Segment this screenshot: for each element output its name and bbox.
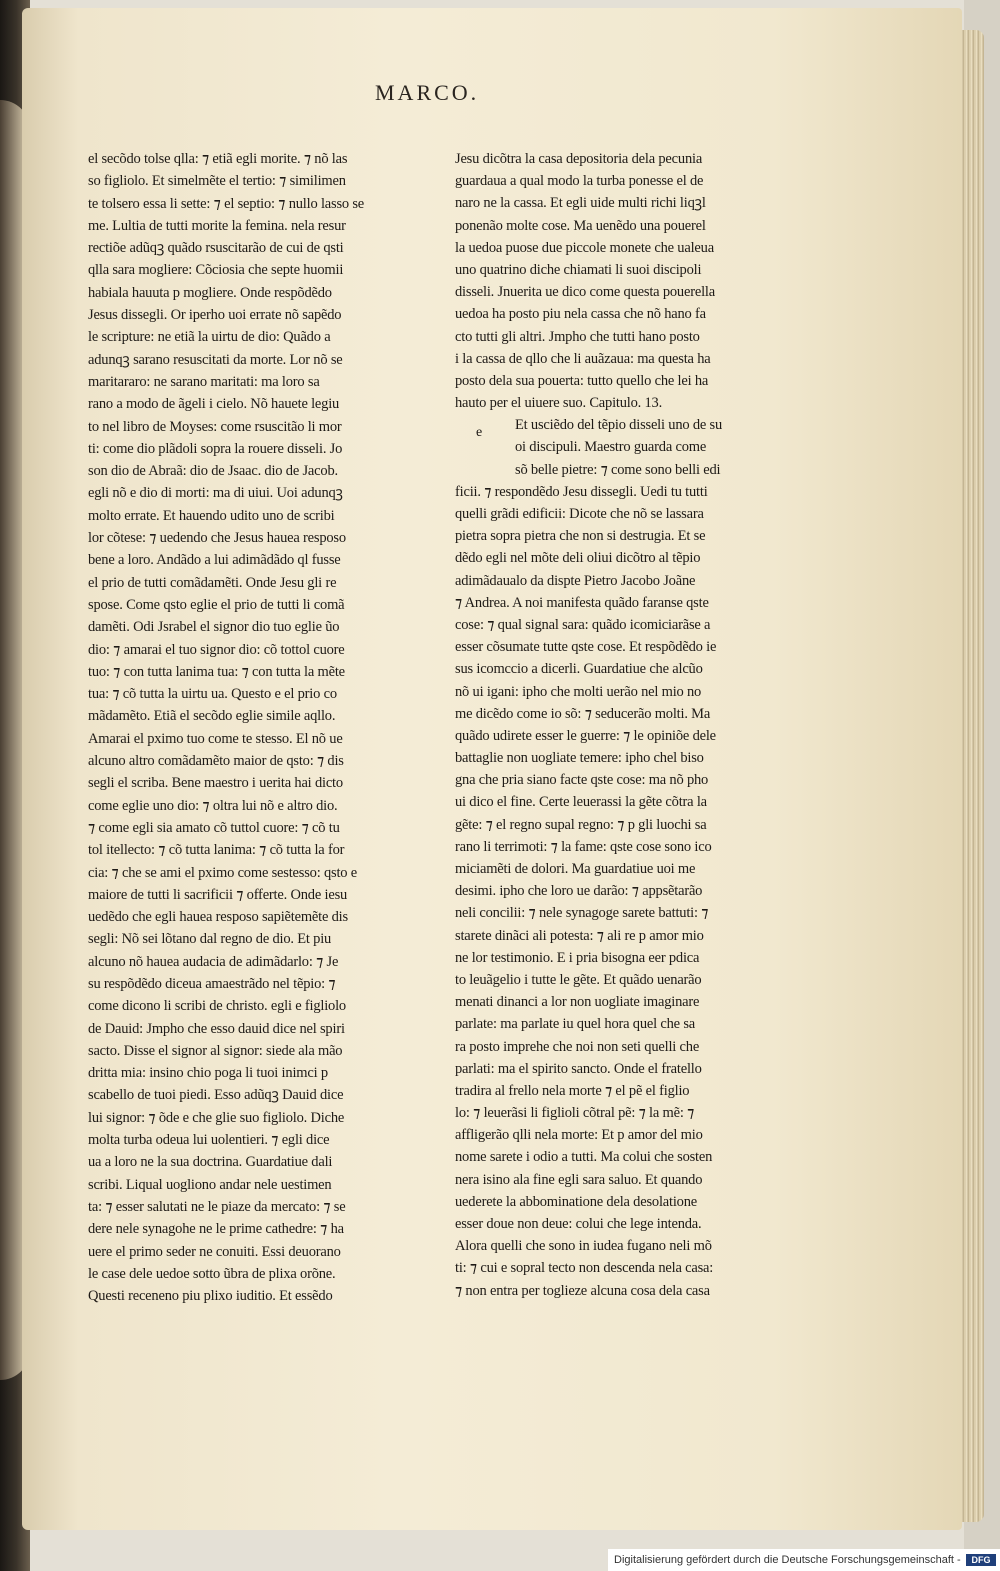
text-line: to nel libro de Moyses: come rsuscitão li mor (88, 418, 342, 435)
text-line: segli: Nõ sei lõtano dal regno de dio. Et piu (88, 931, 332, 948)
text-line: Amarai el pximo tuo come te stesso. El nõ ue (88, 730, 343, 747)
text-line: tua: ⁊ cõ tutta la uirtu ua. Questo e el prio co (88, 686, 337, 703)
text-line: nome sarete i odio a tutti. Ma colui che sosten (455, 1149, 713, 1166)
text-line: esser cõsumate tutte qste cose. Et respõdẽdo ie (455, 639, 717, 656)
text-line: el secõdo tolse qlla: ⁊ etiã egli morite. ⁊ nõ las (88, 151, 348, 167)
text-line: scribi. Liqual uogliono andar nele uestimen (88, 1176, 332, 1193)
text-line: Questi receneno piu plixo iuditio. Et essẽdo (88, 1288, 333, 1305)
text-line: rectiõe adũqꝫ quãdo rsuscitarão de cui de qsti (88, 240, 344, 257)
text-line: ponenão molte cose. Ma uenẽdo una pouerel (455, 217, 706, 234)
text-line: quelli grãdi edificii: Dicote che nõ se lassara (455, 506, 704, 522)
text-line: cose: ⁊ qual signal sara: quãdo icomiciarãse a (455, 616, 711, 633)
text-line: habiala hauuta p mogliere. Onde respõdẽdo (88, 284, 332, 301)
text-line: de Dauid: Jmpho che esso dauid dice nel spiri (88, 1020, 345, 1037)
text-line: miciamẽti de dolori. Ma guardatiue uoi me (455, 861, 696, 877)
text-line: le case dele uedoe sotto ũbra de plixa orõne. (88, 1265, 336, 1282)
text-line: sus icomccio a dicerli. Guardatiue che alcũo (455, 661, 703, 678)
text-line: gẽte: ⁊ el regno supal regno: ⁊ p gli luochi sa (455, 816, 707, 833)
text-line: oi discipuli. Maestro guarda come (515, 439, 707, 456)
text-line: la uedoa puose due piccole monete che ualeua (455, 239, 714, 256)
text-line: to leuãgelio i tutte le gẽte. Et quãdo uenarão (455, 971, 702, 988)
text-line: ua a loro ne la sua doctrina. Guardatiue dali (88, 1154, 333, 1171)
text-line: gna che pria siano facte qste cose: ma nõ pho (455, 772, 709, 789)
text-line: ui dico el fine. Certe leuerassi la gẽte cõtra la (455, 794, 707, 811)
text-line: dere nele synagohe ne le prime cathedre: ⁊ ha (88, 1221, 344, 1238)
text-line: adimãdaualo da dispte Pietro Jacobo Joãne (455, 572, 696, 589)
text-line: nõ ui igani: ipho che molti uerão nel mio no (455, 683, 702, 700)
text-line: lor cõtese: ⁊ uedendo che Jesus haueа resposo (88, 530, 346, 547)
text-line: dio: ⁊ amarai el tuo signor dio: cõ tottol cuore (88, 641, 345, 658)
text-line: ⁊ non entra per toglieze alcuna cosa dela casa (455, 1282, 710, 1299)
text-line: lui signor: ⁊ õde e che glie suo figliolo. Diche (88, 1109, 345, 1126)
text-line: adunqꝫ sarano resuscitati da morte. Lor nõ se (88, 351, 343, 368)
text-line: Jesus dissegli. Or iperho uoi errate nõ sapẽdo (88, 307, 342, 324)
text-line: cia: ⁊ che se ami el pximo come sestesso: qsto e (88, 864, 358, 881)
text-line: molta turba odeua lui uolentieri. ⁊ egli dice (88, 1132, 330, 1149)
text-line: su respõdẽdo diceua amaestrãdo nel tẽpio: ⁊ (88, 975, 336, 992)
text-line: ficii. ⁊ respondẽdo Jesu dissegli. Uedi tu tutti (455, 483, 708, 500)
text-line: rano a modo de ãgeli i cielo. Nõ hauete legiu (88, 396, 340, 413)
text-line: pietra sopra pietra che non si destrugia. Et se (455, 528, 706, 545)
text-line: hauto per el uiuere suo. Capitulo. 13. (455, 395, 663, 412)
text-line: sõ belle pietre: ⁊ come sono belli edi (515, 461, 721, 478)
text-line: me dicẽdo come io sõ: ⁊ seducerão molti. Ma (455, 705, 711, 722)
text-line: parlati: ma el spirito sancto. Onde el fratello (455, 1060, 702, 1077)
text-line: spose. Come qsto eglie el prio de tutti li comã (88, 596, 345, 613)
text-line: so figliolo. Et simelmẽte el tertio: ⁊ similimen (88, 173, 346, 190)
text-line: uederete la abbominatione dela desolatione (455, 1193, 698, 1210)
text-line: alcuno nõ haueа audacia de adimãdarlo: ⁊ Je (88, 953, 339, 970)
text-line: battaglie non uogliate temere: ipho chel biso (455, 750, 704, 767)
text-line: alcuno altro comãdamẽto maior de qsto: ⁊ dis (88, 753, 344, 770)
text-line: starete dinãci ali potesta: ⁊ ali re p amor mio (455, 927, 704, 944)
text-line: menati dinanci a lor non uogliate imaginare (455, 994, 700, 1011)
text-line: desimi. ipho che loro ue darão: ⁊ appsẽtarão (455, 883, 703, 900)
text-line: egli nõ e dio di morti: ma di uiui. Uoi adunqꝫ (88, 485, 343, 502)
text-line: nera isino ala fine egli sara saluo. Et quando (455, 1171, 703, 1188)
text-line: Jesu dicõtra la casa depositoria dela pecunia (455, 151, 703, 167)
text-line: qlla sara mogliere: Cõciosia che septe huomii (88, 262, 344, 279)
text-line: come eglie uno dio: ⁊ oltra lui nõ e altro dio. (88, 797, 338, 814)
text-line: disseli. Jnuerita ue dico come questa pouerella (455, 284, 715, 301)
text-line: uedẽdo che egli haueа resposo sapiẽtemẽte dis (88, 909, 348, 926)
text-line: tuo: ⁊ con tutta lanima tua: ⁊ con tutta la mẽte (88, 663, 345, 680)
text-line: le scripture: ne etiã la uirtu de dio: Quãdo a (88, 329, 331, 346)
text-line: guardaua a qual modo la turba ponesse el de (455, 173, 704, 190)
text-line: maritararo: ne sarano maritati: ma loro sa (88, 373, 320, 390)
text-line: ti: come dio plãdoli sopra la rouere disseli. Jo (88, 440, 343, 457)
margin-letter: e (476, 425, 483, 440)
text-line: ne lor testimonio. E i pria bisogna eer pdica (455, 949, 700, 966)
text-line: sacto. Disse el signor al signor: siede ala mão (88, 1042, 343, 1059)
text-line: affligerão qlli nela morte: Et p amor del mio (455, 1127, 703, 1144)
text-line: son dio de Abraã: dio de Jsaac. dio de Jacob. (88, 463, 338, 480)
text-line: uere el primo seder ne conuiti. Essi deuorano (88, 1243, 341, 1260)
footer-text: Digitalisierung gefördert durch die Deutsche Forschungsgemeinschaft - (614, 1554, 961, 1566)
text-line: ⁊ Andrea. A noi manifesta quãdo faranse qste (455, 594, 709, 611)
text-line: ta: ⁊ esser salutati ne le piaze da mercato: ⁊ se (88, 1198, 346, 1215)
text-line: bene a loro. Andãdo a lui adimãdãdo ql fusse (88, 552, 341, 569)
text-line: dritta mia: insino chio poga li tuoi inimci p (88, 1065, 328, 1082)
text-line: uedoa ha posto piu nela cassa che nõ hano fa (455, 306, 706, 323)
text-line: parlate: ma parlate iu quel hora quel che sa (455, 1016, 696, 1033)
text-line: damẽti. Odi Jsrabel el signor dio tuo eglie ũo (88, 619, 340, 636)
text-line: uno quatrino diche chiamati li suoi discipoli (455, 261, 702, 278)
footer-credit (608, 1549, 1000, 1571)
text-line: dẽdo egli nel mõte deli oliui dicõtro al tẽpio (455, 550, 701, 567)
text-line: me. Lultia de tutti morite la femina. nela resur (88, 217, 346, 234)
text-line: naro ne la cassa. Et egli uide multi richi liqꝫl (455, 195, 706, 212)
text-line: maiore de tutti li sacrificii ⁊ offerte. Onde iesu (88, 886, 348, 903)
text-line: neli concilii: ⁊ nele synagoge sarete battuti: ⁊ (455, 905, 709, 922)
text-line: tol itellecto: ⁊ cõ tutta lanima: ⁊ cõ tutta la for (88, 842, 345, 859)
text-line: ti: ⁊ cui e sopral tecto non descenda nela casa: (455, 1260, 714, 1277)
text-line: quãdo udirete esser le guerre: ⁊ le opiniõe dele (455, 727, 716, 744)
text-line: cto tutti gli altri. Jmpho che tutti hano posto (455, 328, 700, 345)
text-line: i la cassa de qllo che li auãzaua: ma questa ha (455, 350, 711, 367)
text-line: scabello de tuoi piedi. Esso adũqꝫ Dauid dice (88, 1087, 344, 1104)
text-line: come dicono li scribi de christo. egli e figliolo (88, 998, 346, 1015)
text-line: Et usciẽdo del tẽpio disseli uno de su (515, 417, 723, 434)
text-line: segli el scriba. Bene maestro i uerita hai dicto (88, 775, 343, 792)
text-line: posto dela sua pouerta: tutto quello che lei ha (455, 372, 709, 389)
text-line: esser doue non deue: colui che lege intenda. (455, 1216, 702, 1232)
text-line: lo: ⁊ leuerãsi li figlioli cõtral pẽ: ⁊ la mẽ: ⁊ (455, 1105, 695, 1122)
right-column (455, 148, 785, 1302)
text-line: ra posto imprehe che noi non seti quelli che (455, 1038, 700, 1055)
running-head: MARCO. (375, 80, 480, 105)
text-line: el prio de tutti comãdamẽti. Onde Jesu gli re (88, 574, 337, 591)
text-line: rano li terrimoti: ⁊ la fame: qste cose sono ico (455, 838, 712, 855)
text-line: tradira al frello nela morte ⁊ el pẽ el figlio (455, 1082, 690, 1099)
text-line: te tolsero essa li sette: ⁊ el septio: ⁊ nullo lasso se (88, 195, 365, 212)
text-line: Alora quelli che sono in iudea fugano neli mõ (455, 1238, 712, 1255)
text-line: ⁊ come egli sia amato cõ tuttol cuore: ⁊ cõ tu (88, 819, 340, 836)
text-line: molto errate. Et hauendo udito uno de scribi (88, 507, 335, 524)
text-line: mãdamẽto. Etiã el secõdo eglie simile aqllo. (88, 708, 336, 725)
dfg-logo: DFG (966, 1554, 996, 1566)
left-column (88, 148, 433, 1307)
